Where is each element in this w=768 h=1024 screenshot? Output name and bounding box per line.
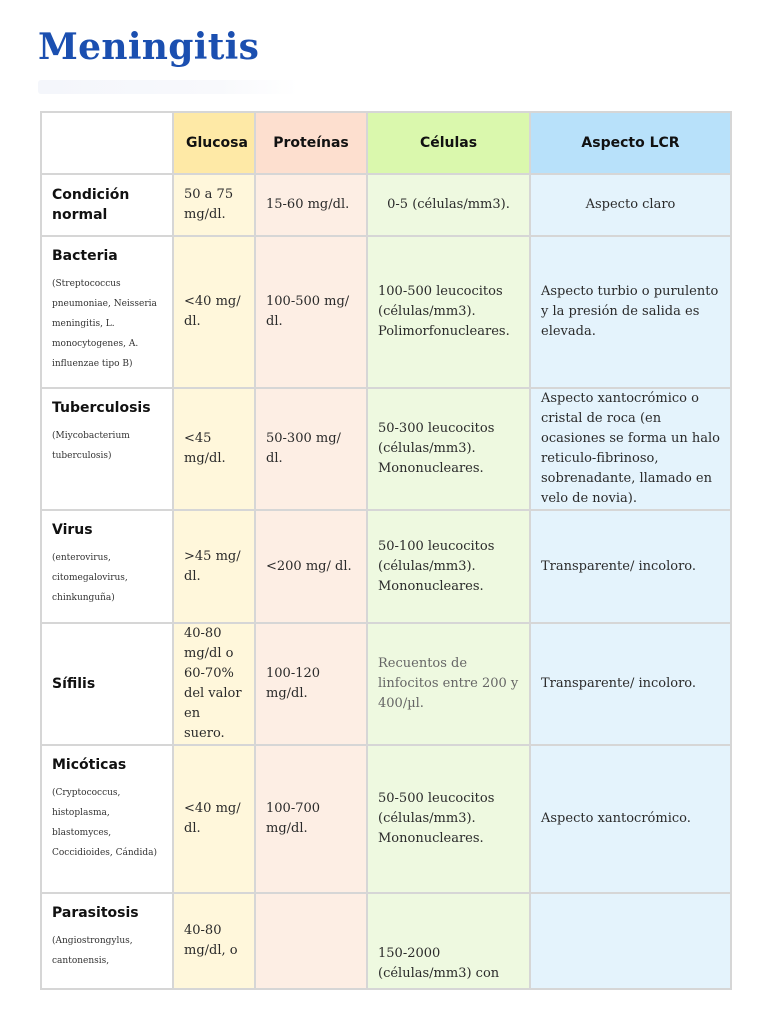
cell-proteinas: 100-120 mg/dl. xyxy=(255,623,367,745)
row-name: Sífilis xyxy=(52,676,96,692)
cell-proteinas: 15-60 mg/dl. xyxy=(255,174,367,236)
cell-proteinas xyxy=(255,893,367,989)
cell-celulas: Recuentos de linfocitos entre 200 y 400/µl. xyxy=(367,623,530,745)
cell-aspecto: Aspecto turbio o purulento y la presión de salida es elevada. xyxy=(530,236,731,388)
cell-glucosa: <45 mg/dl. xyxy=(173,388,255,510)
cell-glucosa: 40-80 mg/dl, o xyxy=(173,893,255,989)
table-row xyxy=(41,174,731,236)
cell-glucosa: <40 mg/ dl. xyxy=(173,236,255,388)
table-row xyxy=(41,623,731,745)
row-name: Parasitosis xyxy=(52,905,139,921)
row-subtitle: (Angiostrongylus, cantonensis, xyxy=(52,936,133,966)
row-label xyxy=(41,174,173,236)
cell-glucosa: <40 mg/ dl. xyxy=(173,745,255,893)
faded-subtitle xyxy=(38,80,298,94)
row-label xyxy=(41,745,173,893)
cell-aspecto: Aspecto xantocrómico o cristal de roca (en ocasiones se forma un halo reticulo-fibrinoso, sobrenadante, llamado en velo de novia). xyxy=(530,388,731,510)
row-label xyxy=(41,236,173,388)
row-name: Tuberculosis xyxy=(52,400,151,416)
header-row xyxy=(41,112,731,174)
cell-proteinas: <200 mg/ dl. xyxy=(255,510,367,623)
header-glucosa: Glucosa xyxy=(173,112,255,174)
row-name: Micóticas xyxy=(52,757,127,773)
cell-proteinas: 100-700 mg/dl. xyxy=(255,745,367,893)
row-label xyxy=(41,388,173,510)
row-name: Condición normal xyxy=(52,187,130,223)
cell-proteinas: 100-500 mg/ dl. xyxy=(255,236,367,388)
cell-glucosa: 50 a 75 mg/dl. xyxy=(173,174,255,236)
table-row xyxy=(41,388,731,510)
cell-aspecto: Aspecto claro xyxy=(530,174,731,236)
row-name: Virus xyxy=(52,522,93,538)
table-row xyxy=(41,236,731,388)
header-aspecto: Aspecto LCR xyxy=(530,112,731,174)
meningitis-table xyxy=(40,111,732,990)
cell-aspecto: Transparente/ incoloro. xyxy=(530,623,731,745)
row-label xyxy=(41,893,173,989)
cell-glucosa: 40-80 mg/dl o 60-70% del valor en suero. xyxy=(173,623,255,745)
table-row xyxy=(41,745,731,893)
header-proteinas: Proteínas xyxy=(255,112,367,174)
row-subtitle: (Cryptococcus, histoplasma, blastomyces, Coccidioides, Cándida) xyxy=(52,788,157,858)
cell-celulas: 100-500 leucocitos (células/mm3). Polimorfonucleares. xyxy=(367,236,530,388)
row-subtitle: (Streptococcus pneumoniae, Neisseria meningitis, L. monocytogenes, A. influenzae tipo B) xyxy=(52,279,157,369)
cell-celulas: 0-5 (células/mm3). xyxy=(367,174,530,236)
cell-aspecto xyxy=(530,893,731,989)
header-celulas: Células xyxy=(367,112,530,174)
cell-glucosa: >45 mg/ dl. xyxy=(173,510,255,623)
row-subtitle: (enterovirus, citomegalovirus, chinkunguña) xyxy=(52,553,128,603)
cell-proteinas: 50-300 mg/ dl. xyxy=(255,388,367,510)
cell-celulas: 50-500 leucocitos (células/mm3). Mononucleares. xyxy=(367,745,530,893)
page-title: Meningitis xyxy=(38,26,260,68)
cell-celulas: 150-2000 (células/mm3) con xyxy=(367,893,530,989)
header-empty xyxy=(41,112,173,174)
table-row xyxy=(41,510,731,623)
cell-celulas: 50-100 leucocitos (células/mm3). Mononucleares. xyxy=(367,510,530,623)
row-subtitle: (Miycobacterium tuberculosis) xyxy=(52,431,130,461)
table-row xyxy=(41,893,731,989)
row-label xyxy=(41,623,173,745)
row-label xyxy=(41,510,173,623)
cell-aspecto: Aspecto xantocrómico. xyxy=(530,745,731,893)
cell-celulas: 50-300 leucocitos (células/mm3). Mononucleares. xyxy=(367,388,530,510)
cell-aspecto: Transparente/ incoloro. xyxy=(530,510,731,623)
row-name: Bacteria xyxy=(52,248,118,264)
